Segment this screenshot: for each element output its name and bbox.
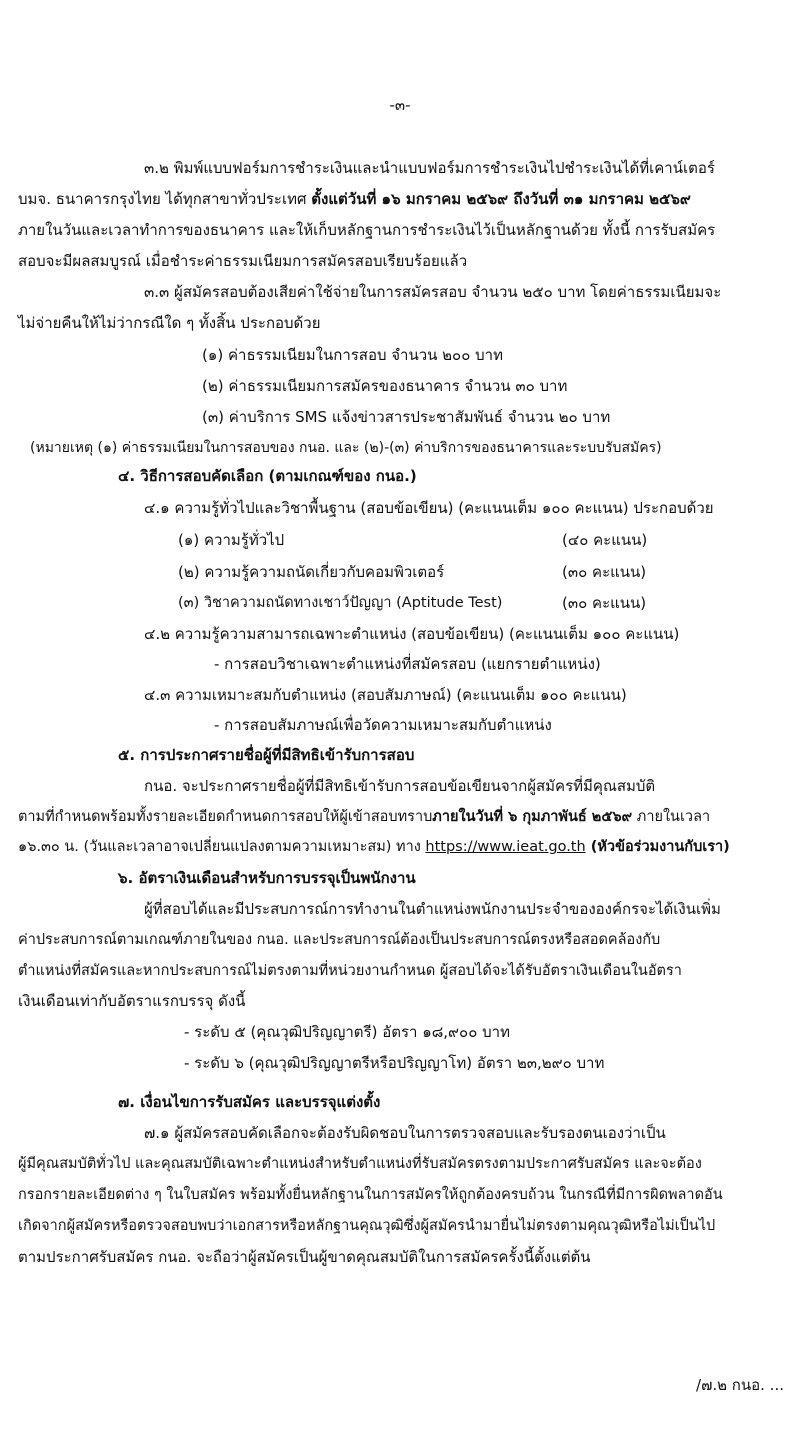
- section-7-line-1: ๗.๑ ผู้สมัครสอบคัดเลือกจะต้องรับผิดชอบในการตรวจสอบและรับรองตนเองว่าเป็น: [144, 1124, 666, 1142]
- fee-item-3: (๓) ค่าบริการ SMS แจ้งข่าวสารประชาสัมพันธ์ จำนวน ๒๐ บาท: [202, 408, 611, 426]
- section-5-line-3-text: ๑๖.๓๐ น. (วันและเวลาอาจเปลี่ยนแปลงตามความเหมาะสม) ทาง: [18, 839, 426, 855]
- exam-sub-3-label: (๓) วิชาความถนัดทางเชาว์ปัญญา (Aptitude Test): [178, 595, 503, 611]
- salary-level-6: - ระดับ ๖ (คุณวุฒิปริญญาตรีหรือปริญญาโท) อัตรา ๒๓,๒๙๐ บาท: [184, 1054, 605, 1072]
- section-5-line-2-tail: ภายในเวลา: [632, 809, 711, 825]
- section-4-heading: ๔. วิธีการสอบคัดเลือก (ตามเกณฑ์ของ กนอ.): [118, 467, 417, 485]
- announcement-date: ภายในวันที่ ๖ กุมภาพันธ์ ๒๕๖๙: [432, 809, 633, 825]
- section-3-2-line-2: [18, 188, 691, 210]
- salary-level-5: - ระดับ ๕ (คุณวุฒิปริญญาตรี) อัตรา ๑๘,๙๐๐ บาท: [184, 1023, 510, 1041]
- section-7-heading: ๗. เงื่อนไขการรับสมัคร และบรรจุแต่งตั้ง: [118, 1093, 381, 1111]
- section-7-line-2: ผู้มีคุณสมบัติทั่วไป และคุณสมบัติเฉพาะตำแหน่งสำหรับตำแหน่งที่รับสมัครตรงตามประกาศรับสมัคร และจะต้อง: [18, 1156, 702, 1172]
- section-3-2-line-3: ภายในวันและเวลาทำการของธนาคาร และให้เก็บหลักฐานการชำระเงินไว้เป็นหลักฐานด้วย ทั้งนี้ การรับสมัคร: [18, 221, 716, 239]
- section-3-3-line-2: ไม่จ่ายคืนให้ไม่ว่ากรณีใด ๆ ทั้งสิ้น ประกอบด้วย: [18, 314, 321, 332]
- section-4-1: ๔.๑ ความรู้ทั่วไปและวิชาพื้นฐาน (สอบข้อเขียน) (คะแนนเต็ม ๑๐๐ คะแนน) ประกอบด้วย: [144, 499, 714, 517]
- section-3-2-line-2-text: บมจ. ธนาคารกรุงไทย ได้ทุกสาขาทั่วประเทศ: [18, 190, 312, 208]
- section-3-3-line-1: ๓.๓ ผู้สมัครสอบต้องเสียค่าใช้จ่ายในการสมัครสอบ จำนวน ๒๕๐ บาท โดยค่าธรรมเนียมจะ: [144, 283, 722, 301]
- section-6-line-1: ผู้ที่สอบได้และมีประสบการณ์การทำงานในตำแหน่งพนักงานประจำขององค์กรจะได้เงินเพิ่ม: [144, 900, 721, 918]
- section-3-2-line-1: ๓.๒ พิมพ์แบบฟอร์มการชำระเงินและนำแบบฟอร์มการชำระเงินไปชำระเงินได้ที่เคาน์เตอร์: [144, 159, 715, 177]
- section-6-line-3: ตำแหน่งที่สมัครและหากประสบการณ์ไม่ตรงตามที่หน่วยงานกำหนด ผู้สอบได้จะได้รับอัตราเงินเดือนในอัตรา: [18, 963, 682, 979]
- section-6-heading: ๖. อัตราเงินเดือนสำหรับการบรรจุเป็นพนักงาน: [118, 869, 416, 887]
- section-4-3: ๔.๓ ความเหมาะสมกับตำแหน่ง (สอบสัมภาษณ์) (คะแนนเต็ม ๑๐๐ คะแนน): [144, 686, 627, 704]
- section-5-line-3-tail: (หัวข้อร่วมงานกับเรา): [585, 839, 730, 855]
- page-number: -๓-: [389, 96, 411, 114]
- section-6-line-4: เงินเดือนเท่ากับอัตราแรกบรรจุ ดังนี้: [18, 992, 246, 1010]
- fee-item-2: (๒) ค่าธรรมเนียมการสมัครของธนาคาร จำนวน ๓๐ บาท: [202, 377, 568, 395]
- exam-sub-3-points: (๓๐ คะแนน): [562, 594, 647, 612]
- section-4-2: ๔.๒ ความรู้ความสามารถเฉพาะตำแหน่ง (สอบข้อเขียน) (คะแนนเต็ม ๑๐๐ คะแนน): [144, 625, 680, 643]
- section-5-line-1: กนอ. จะประกาศรายชื่อผู้ที่มีสิทธิเข้ารับการสอบข้อเขียนจากผู้สมัครที่มีคุณสมบัติ: [144, 777, 656, 795]
- section-7-line-5: ตามประกาศรับสมัคร กนอ. จะถือว่าผู้สมัครเป็นผู้ขาดคุณสมบัติในการสมัครครั้งนี้ตั้งแต่ต้น: [18, 1248, 591, 1266]
- section-7-line-4: เกิดจากผู้สมัครหรือตรวจสอบพบว่าเอกสารหรือหลักฐานคุณวุฒิซึ่งผู้สมัครนำมายื่นไม่ตรงตามคุณวุฒิหรือไม่เป็นไป: [18, 1218, 716, 1234]
- section-6-line-2: ค่าประสบการณ์ตามเกณฑ์ภายในของ กนอ. และประสบการณ์ต้องเป็นประสบการณ์ตรงหรือสอดคล้องกับ: [18, 932, 661, 948]
- section-5-line-3: [18, 836, 730, 858]
- section-5-heading: ๕. การประกาศรายชื่อผู้ที่มีสิทธิเข้ารับการสอบ: [118, 746, 415, 764]
- fee-item-1: (๑) ค่าธรรมเนียมในการสอบ จำนวน ๒๐๐ บาท: [202, 346, 503, 364]
- exam-sub-1-label: (๑) ความรู้ทั่วไป: [178, 531, 285, 549]
- section-5-line-2: [18, 806, 710, 828]
- section-4-3-sub: - การสอบสัมภาษณ์เพื่อวัดความเหมาะสมกับตำแหน่ง: [214, 716, 552, 734]
- ieat-website-link[interactable]: https://www.ieat.go.th: [425, 839, 586, 855]
- exam-sub-1-points: (๔๐ คะแนน): [562, 531, 648, 549]
- section-5-line-2-text: ตามที่กำหนดพร้อมทั้งรายละเอียดกำหนดการสอบให้ผู้เข้าสอบทราบ: [18, 809, 433, 825]
- section-4-2-sub: - การสอบวิชาเฉพาะตำแหน่งที่สมัครสอบ (แยกรายตำแหน่ง): [214, 655, 601, 673]
- payment-period: ตั้งแต่วันที่ ๑๖ มกราคม ๒๕๖๙ ถึงวันที่ ๓๑ มกราคม ๒๕๖๙: [311, 190, 691, 208]
- exam-sub-2-points: (๓๐ คะแนน): [562, 563, 647, 581]
- exam-sub-2-label: (๒) ความรู้ความถนัดเกี่ยวกับคอมพิวเตอร์: [178, 563, 445, 581]
- continuation-footer: /๗.๒ กนอ. ...: [696, 1376, 784, 1394]
- fee-note: (หมายเหตุ (๑) ค่าธรรมเนียมในการสอบของ กนอ. และ (๒)-(๓) ค่าบริการของธนาคารและระบบรับสมัคร): [30, 440, 662, 456]
- section-3-2-line-4: สอบจะมีผลสมบูรณ์ เมื่อชำระค่าธรรมเนียมการสมัครสอบเรียบร้อยแล้ว: [18, 252, 468, 270]
- section-7-line-3: กรอกรายละเอียดต่าง ๆ ในใบสมัคร พร้อมทั้งยื่นหลักฐานในการสมัครให้ถูกต้องครบถ้วน ในกรณีที่มีการผิดพลาดอัน: [18, 1187, 723, 1203]
